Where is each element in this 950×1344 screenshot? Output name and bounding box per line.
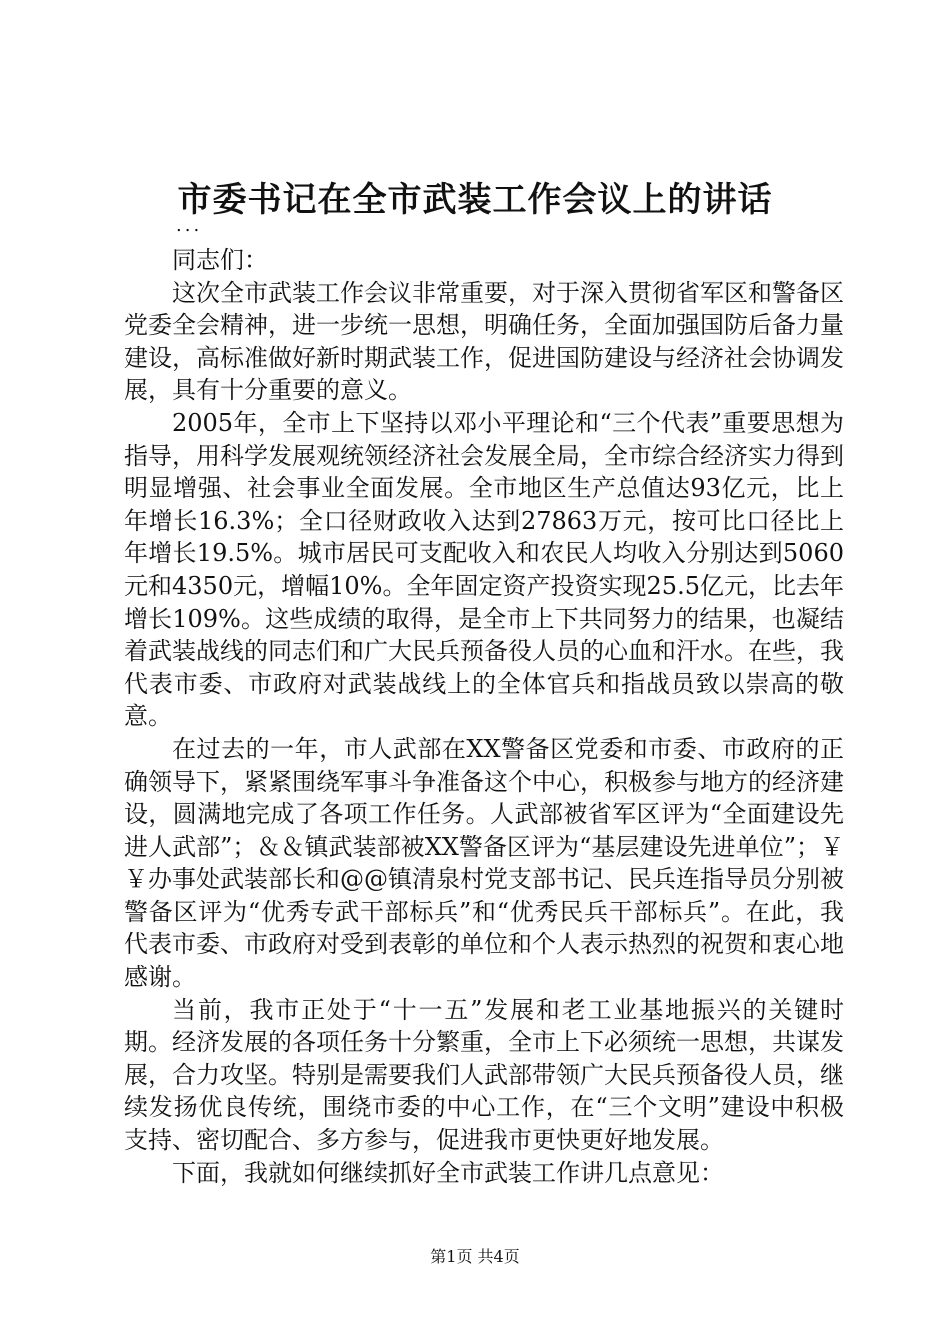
paragraph: 这次全市武装工作会议非常重要，对于深入贯彻省军区和警备区党委全会精神，进一步统一思想，明确任务，全面加强国防后备力量建设，高标准做好新时期武装工作，促进国防建设与经济社会协调发展，具有十分重要的意义。: [124, 278, 844, 405]
document-body: [124, 244, 844, 1189]
document-title: 市委书记在全市武装工作会议上的讲话: [177, 180, 773, 220]
paragraph: 下面，我就如何继续抓好全市武装工作讲几点意见：: [172, 1158, 724, 1187]
paragraph: 在过去的一年，市人武部在XX警备区党委和市委、市政府的正确领导下，紧紧围绕军事斗争准备这个中心，积极参与地方的经济建设，圆满地完成了各项工作任务。人武部被省军区评为“全面建设先进人武部”；＆＆镇武装部被XX警备区评为“基层建设先进单位”；￥￥办事处武装部长和@@镇清泉村党支部书记、民兵连指导员分别被警备区评为“优秀专武干部标兵”和“优秀民兵干部标兵”。在此，我代表市委、市政府对受到表彰的单位和个人表示热烈的祝贺和衷心地感谢。: [124, 734, 844, 992]
paragraph: 当前，我市正处于“十一五”发展和老工业基地振兴的关键时期。经济发展的各项任务十分繁重，全市上下必须统一思想，共谋发展，合力攻坚。特别是需要我们人武部带领广大民兵预备役人员，继续发扬优良传统，围绕市委的中心工作，在“三个文明”建设中积极支持、密切配合、多方参与，促进我市更快更好地发展。: [124, 995, 844, 1155]
page-number: 第1页 共4页: [430, 1247, 520, 1266]
ellipsis-mark: ...: [176, 215, 203, 236]
greeting: 同志们：: [172, 246, 268, 274]
paragraph: 2005年，全市上下坚持以邓小平理论和“三个代表”重要思想为指导，用科学发展观统领经济社会发展全局，全市综合经济实力得到明显增强、社会事业全面发展。全市地区生产总值达93亿元，比上年增长16.3%；全口径财政收入达到27863万元，按可比口径比上年增长19.5%。城市居民可支配收入和农民人均收入分别达到5060元和4350元，增幅10%。全年固定资产投资实现25.5亿元，比去年增长109%。这些成绩的取得，是全市上下共同努力的结果，也凝结着武装战线的同志们和广大民兵预备役人员的心血和汗水。在些，我代表市委、市政府对武装战线上的全体官兵和指战员致以崇高的敬意。: [124, 408, 844, 731]
